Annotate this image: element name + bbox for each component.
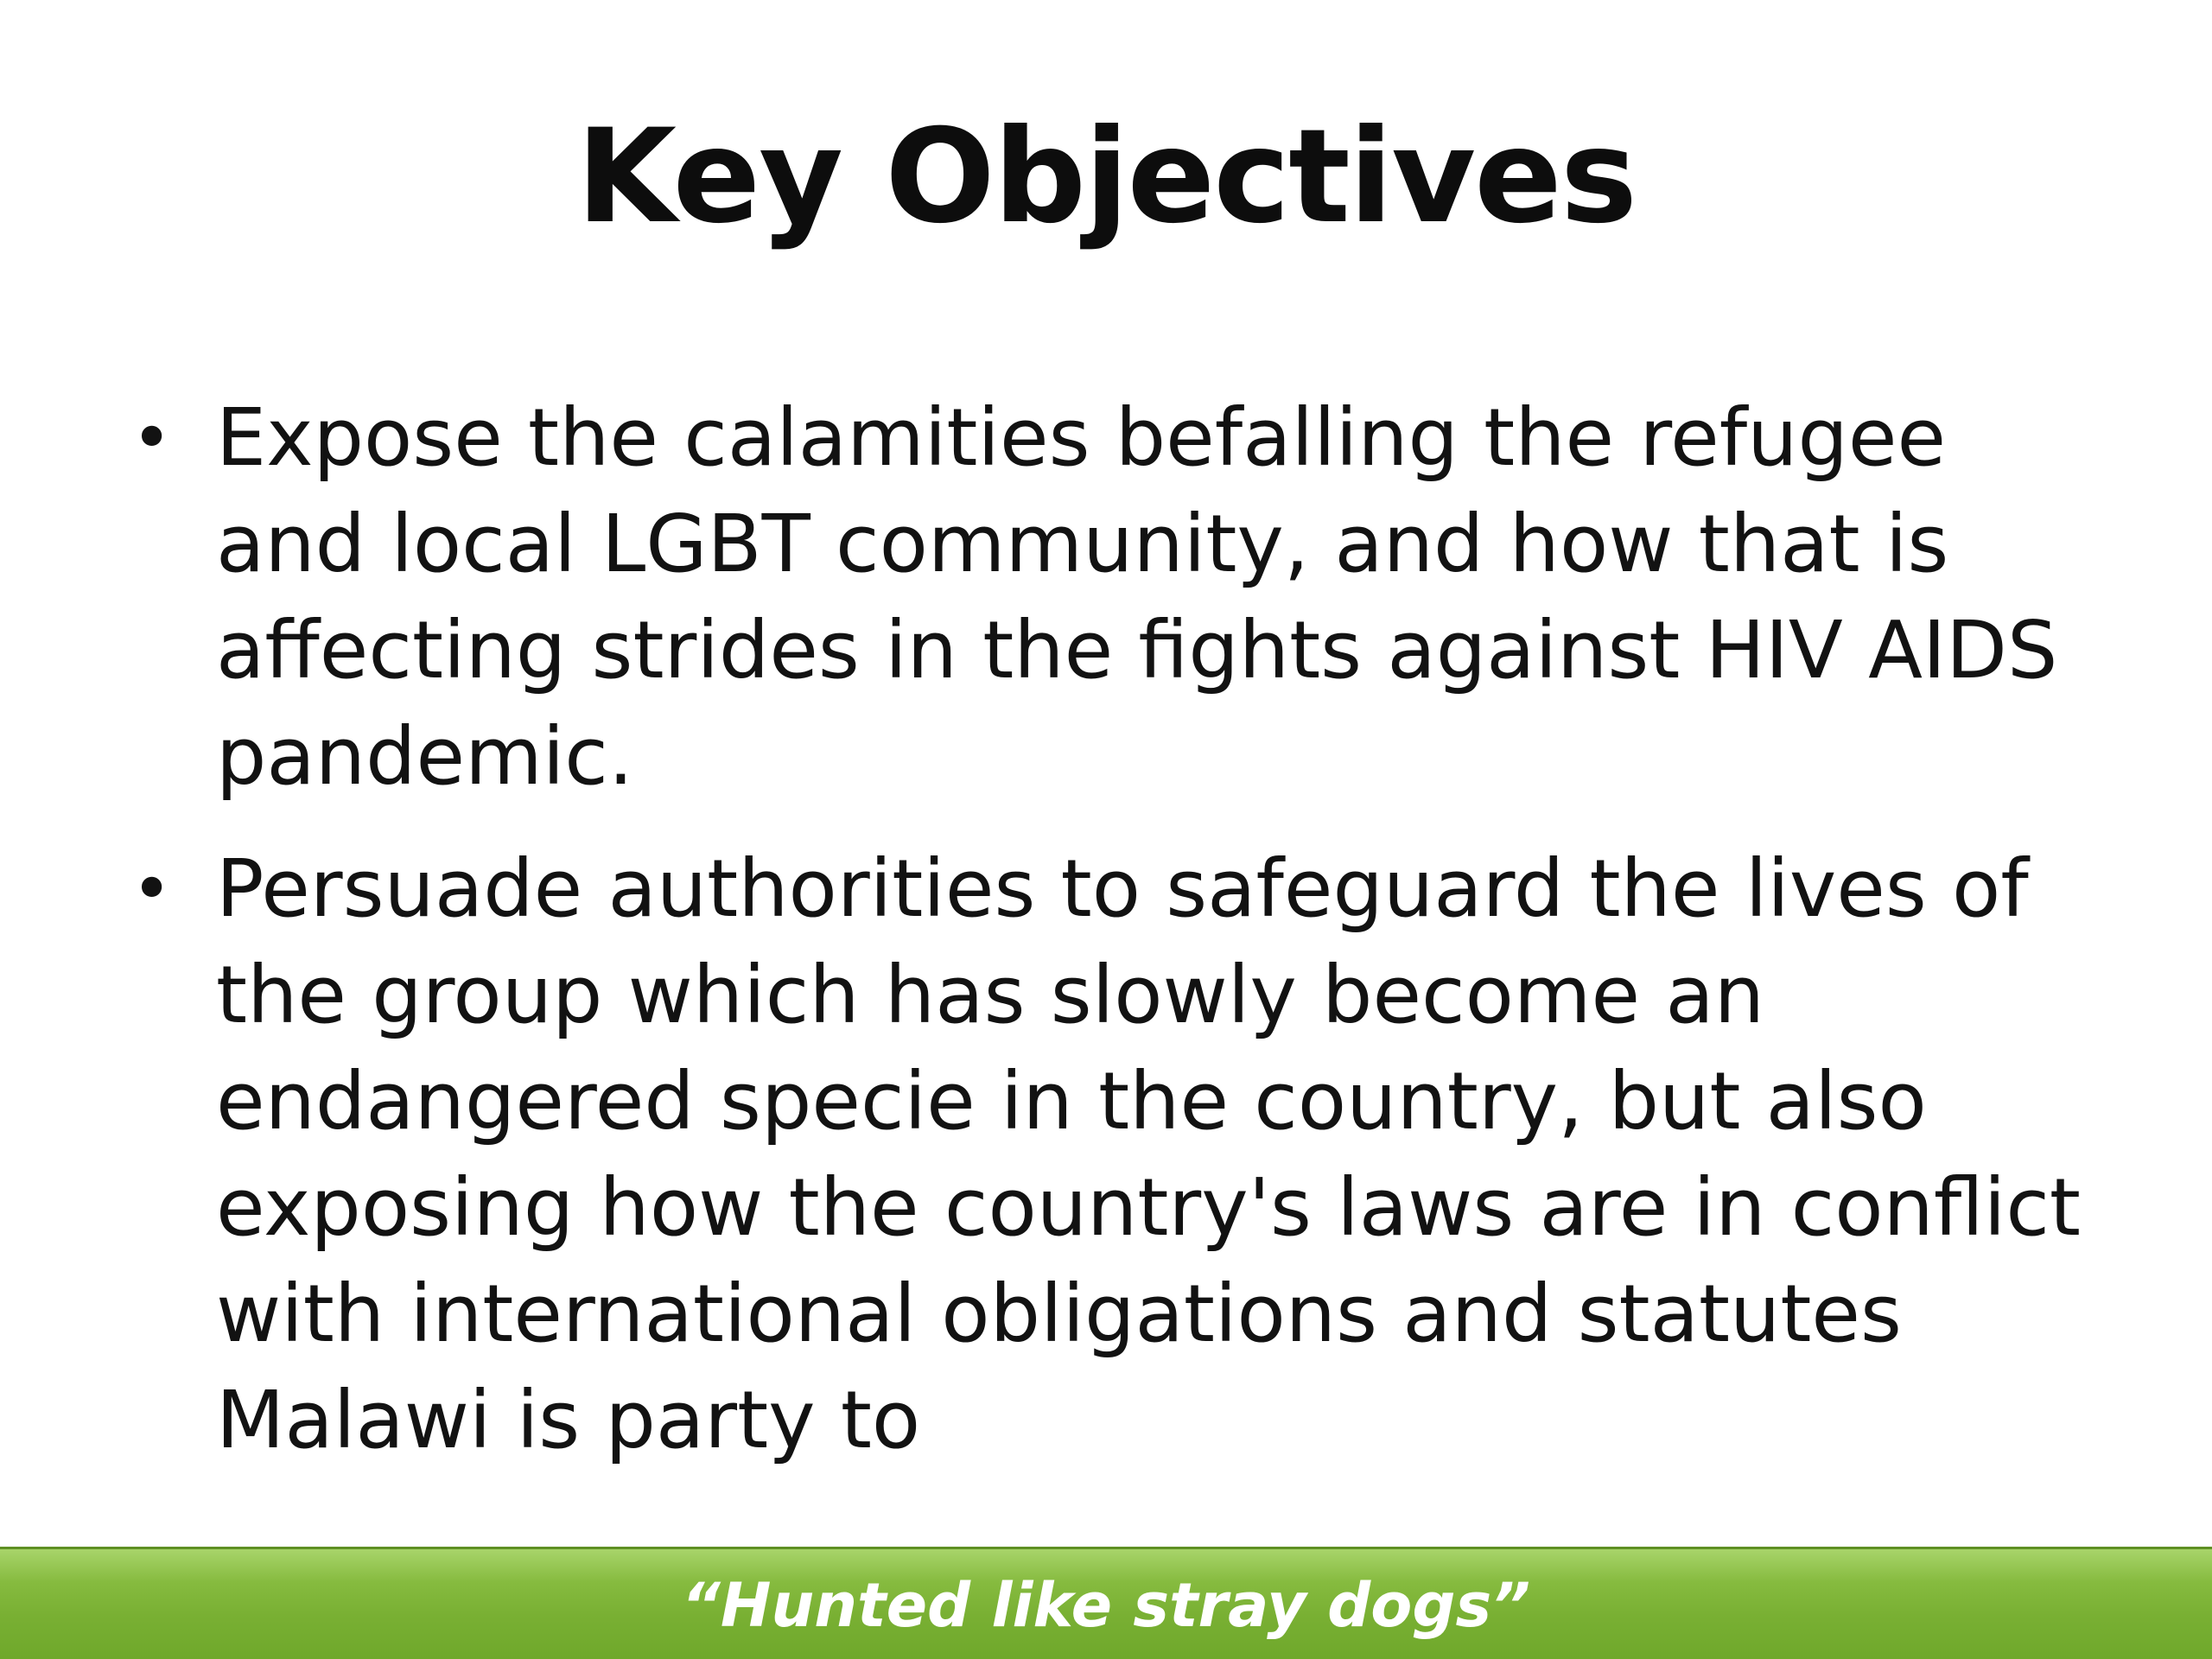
bullet-marker: • — [131, 849, 173, 929]
bullet-text: Persuade authorities to safeguard the lives of the group which has slowly become an endangered specie in the country, but also exposing how the country's laws are in conflict with international obligations and statutes Malawi is party to — [216, 842, 2082, 1466]
bullet-list — [130, 385, 2100, 1499]
bullet-text: Expose the calamities befalling the refugee and local LGBT community, and how that is affecting strides in the fights against HIV AIDS pandemic. — [216, 391, 2058, 803]
bullet-item — [130, 836, 2100, 1473]
bullet-item — [130, 385, 2100, 810]
footer-bar — [0, 1547, 2212, 1659]
footer-quote: “Hunted like stray dogs” — [681, 1570, 1531, 1641]
bullet-marker: • — [131, 397, 173, 478]
slide-title: Key Objectives — [575, 102, 1637, 252]
